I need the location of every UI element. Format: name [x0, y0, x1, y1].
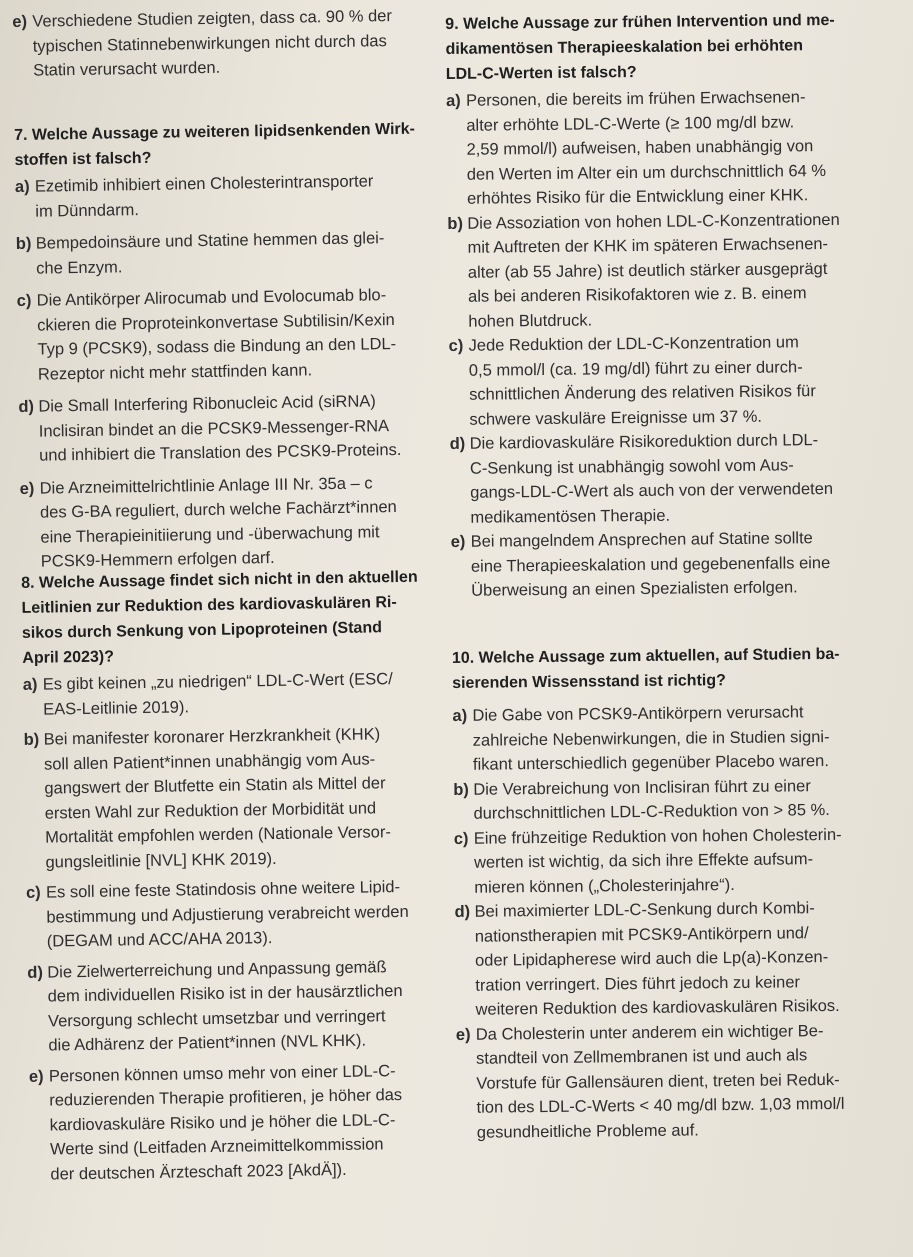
option-line: 2,59 mmol/l) aufweisen, haben unabhängig von [466, 137, 814, 159]
option-letter: e) [19, 479, 35, 498]
question-title-line: 10. Welche Aussage zum aktuellen, auf Studien ba- [451, 645, 840, 667]
option-line: als bei anderen Risikofaktoren wie z. B. einem [468, 284, 807, 306]
option-line: den Werten im Alter ein um durchschnittlich 64 % [466, 161, 827, 184]
option-line: Bei mangelndem Ansprechen auf Statine sollte [470, 529, 813, 551]
option-line: im Dünndarm. [35, 200, 140, 221]
option-line: werten ist wichtig, da sich ihre Effekte aufsum- [473, 850, 814, 872]
option-letter: d) [27, 963, 43, 982]
option-line: alter erhöhte LDL-C-Werte (≥ 100 mg/dl bzw. [466, 112, 795, 135]
option-line: 0,5 mmol/l (ca. 19 mg/dl) führt zu einer durch- [468, 357, 803, 380]
option-line: alter (ab 55 Jahre) ist deutlich stärker ausgeprägt [467, 259, 828, 282]
option-line: Mortalität empfohlen werden (Nationale Versor- [45, 823, 392, 847]
option-letter: b) [453, 780, 469, 799]
option-line: mieren können („Cholesterinjahre“). [474, 875, 735, 897]
option-line: kardiovaskuläre Risiko und je höher die LDL-C- [49, 1110, 396, 1135]
option-letter: c) [448, 336, 464, 355]
option-line: und inhibiert die Translation des PCSK9-Proteins. [39, 440, 402, 465]
question-9 [445, 7, 911, 603]
option-b[interactable] [447, 207, 907, 236]
option-line: Rezeptor nicht mehr stattfinden kann. [37, 360, 313, 384]
option-line: tion des LDL-C-Werts < 40 mg/dl bzw. 1,03 mmol/l [476, 1094, 845, 1117]
question-title-line: April 2023)? [22, 648, 115, 667]
option-line: Ezetimib inhibiert einen Cholesterintransporter [34, 172, 374, 196]
option-letter: c) [453, 829, 469, 848]
option-line: Jede Reduktion der LDL-C-Konzentration um [468, 333, 799, 355]
option-line: zahlreiche Nebenwirkungen, die in Studien signi- [472, 727, 830, 750]
option-letter: d) [449, 434, 466, 453]
option-line: erhöhtes Risiko für die Entwicklung einer KHK. [466, 186, 809, 208]
option-line: che Enzym. [36, 257, 123, 278]
option-line: Die Zielwerterreichung und Anpassung gemäß [47, 957, 387, 982]
option-line: ersten Wahl zur Reduktion der Morbidität und [44, 798, 377, 823]
option-line: Werte sind (Leitfaden Arzneimittelkommission [49, 1135, 384, 1159]
option-line: PCSK9-Hemmern erfolgen darf. [40, 548, 275, 571]
option-line: nationstherapien mit PCSK9-Antikörpern und/ [474, 923, 809, 946]
option-line: Statin verursacht wurden. [32, 58, 221, 80]
option-letter: a) [22, 675, 38, 694]
option-line: bestimmung und Adjustierung verabreicht werden [46, 902, 409, 927]
option-line: tration verringert. Dies führt jedoch zu keiner [475, 972, 801, 995]
option-line: Eine frühzeitige Reduktion von hohen Cholesterin- [473, 825, 842, 848]
option-line: Die Gabe von PCSK9-Antikörpern verursacht [472, 703, 804, 725]
option-line: Bei maximierter LDL-C-Senkung durch Kombi- [474, 899, 815, 921]
option-line: gangswert der Blutfette ein Statin als Mittel der [44, 774, 386, 798]
option-line: soll allen Patient*innen unabhängig vom Aus- [43, 749, 376, 774]
option-line: fikant unterschiedlich gegenüber Placebo waren. [472, 752, 829, 774]
option-line: eine Therapieeskalation und gegebenenfalls eine [470, 553, 831, 576]
option-line: C-Senkung ist unabhängig sowohl vom Aus- [469, 455, 794, 478]
option-line: Die Small Interfering Ribonucleic Acid (siRNA) [38, 392, 376, 416]
option-letter: a) [452, 706, 468, 725]
option-line: Typ 9 (PCSK9), sodass die Bindung an den LDL- [37, 335, 397, 359]
option-line: Personen können umso mehr von einer LDL-C- [48, 1061, 396, 1086]
option-letter: e) [28, 1067, 44, 1086]
option-line: oder Lipidapherese wird auch die Lp(a)-Konzen- [474, 948, 829, 970]
option-line: des G-BA reguliert, durch welche Fachärzt*innen [39, 498, 397, 522]
option-line: gangs-LDL-C-Wert als auch von der verwendeten [470, 479, 834, 502]
option-line: eine Therapieinitiierung und -überwachung mit [40, 522, 380, 547]
option-letter: c) [16, 291, 32, 310]
option-line: (DEGAM und ACC/AHA 2013). [46, 929, 273, 951]
question-title-line: 7. Welche Aussage zu weiteren lipidsenkenden Wirk- [13, 120, 416, 144]
prev-question-option-e [12, 3, 443, 83]
option-letter: b) [15, 234, 32, 253]
option-line: der deutschen Ärzteschaft 2023 [AkdÄ]). [50, 1160, 347, 1184]
option-line: mit Auftreten der KHK im späteren Erwachsenen- [467, 235, 829, 257]
option-line: ckieren die Proproteinkonvertase Subtilisin/Kexin [36, 310, 395, 335]
option-line: Die Verabreichung von Inclisiran führt zu einer [473, 776, 811, 799]
option-line: dem individuellen Risiko ist in der hausärztlichen [47, 981, 403, 1006]
question-title-line: Leitlinien zur Reduktion des kardiovaskulären Ri- [21, 594, 397, 617]
option-line: Überweisung an einen Spezialisten erfolgen. [471, 578, 798, 600]
option-letter: a) [14, 177, 30, 196]
question-title-line: LDL-C-Werten ist falsch? [445, 63, 637, 83]
option-line: die Adhärenz der Patient*innen (NVL KHK). [48, 1031, 367, 1055]
question-10 [452, 641, 913, 1145]
question-title-line: sierenden Wissensstand ist richtig? [452, 672, 726, 692]
option-letter: e) [12, 12, 28, 31]
question-title-line: 8. Welche Aussage findet sich nicht in den aktuellen [21, 568, 418, 592]
option-line: gungsleitlinie [NVL] KHK 2019). [45, 849, 277, 872]
option-line: Es soll eine feste Statindosis ohne weitere Lipid- [45, 878, 401, 902]
question-title-line: stoffen ist falsch? [14, 149, 152, 169]
option-letter: b) [23, 730, 40, 749]
option-line: Inclisiran bindet an die PCSK9-Messenger-RNA [38, 416, 390, 441]
option-line: Die kardiovaskuläre Risikoreduktion durch LDL- [469, 431, 819, 453]
option-line: Vorstufe für Gallensäuren dient, treten bei Reduk- [476, 1070, 840, 1093]
option-line: hohen Blutdruck. [468, 310, 593, 331]
question-title-line: sikos durch Senkung von Lipoproteinen (Stand [21, 619, 383, 642]
option-line: Es gibt keinen „zu niedrigen“ LDL-C-Wert (ESC/ [42, 670, 393, 694]
option-line: Die Assoziation von hohen LDL-C-Konzentrationen [467, 210, 840, 233]
option-line: medikamentösen Therapie. [470, 506, 671, 527]
option-letter: e) [455, 1025, 471, 1044]
option-letter: a) [445, 91, 461, 110]
question-8 [21, 564, 461, 1187]
question-title-line: 9. Welche Aussage zur frühen Intervention und me- [445, 11, 835, 33]
option-letter: d) [454, 902, 471, 921]
option-line: reduzierenden Therapie profitieren, je höher das [49, 1086, 403, 1110]
option-letter: e) [450, 532, 466, 551]
option-line: Versorgung schlecht umsetzbar und verringert [47, 1006, 386, 1031]
option-letter: b) [447, 214, 464, 233]
question-title-line: dikamentösen Therapieeskalation bei erhöhten [445, 37, 804, 58]
option-line: gesundheitliche Probleme auf. [476, 1120, 699, 1142]
option-line: schnittlichen Änderung des relativen Risikos für [469, 382, 816, 404]
option-line: Personen, die bereits im frühen Erwachsenen- [465, 88, 806, 110]
option-line: EAS-Leitlinie 2019). [43, 697, 190, 719]
option-line: Bei manifester koronarer Herzkrankheit (KHK) [43, 725, 381, 749]
option-line: standteil von Zellmembranen ist und auch als [475, 1046, 808, 1068]
question-7 [14, 116, 451, 574]
option-line: Bempedoinsäure und Statine hemmen das glei- [35, 229, 385, 253]
option-line: Die Antikörper Alirocumab und Evolocumab blo- [36, 286, 387, 310]
option-line: weiteren Reduktion des kardiovaskulären Risikos. [475, 996, 840, 1019]
option-letter: c) [25, 883, 41, 902]
option-line: Verschiedene Studien zeigten, dass ca. 90 % der [32, 7, 393, 31]
option-line: schwere vaskuläre Ereignisse um 37 %. [469, 407, 763, 429]
option-letter: d) [18, 397, 35, 416]
option-line: Da Cholesterin unter anderem ein wichtiger Be- [475, 1021, 824, 1044]
option-line: durchschnittlichen LDL-C-Reduktion von > 85 %. [473, 801, 830, 823]
option-line: Die Arzneimittelrichtlinie Anlage III Nr. 35a – c [39, 473, 373, 498]
option-line: typischen Statinnebenwirkungen nicht durch das [32, 31, 387, 56]
